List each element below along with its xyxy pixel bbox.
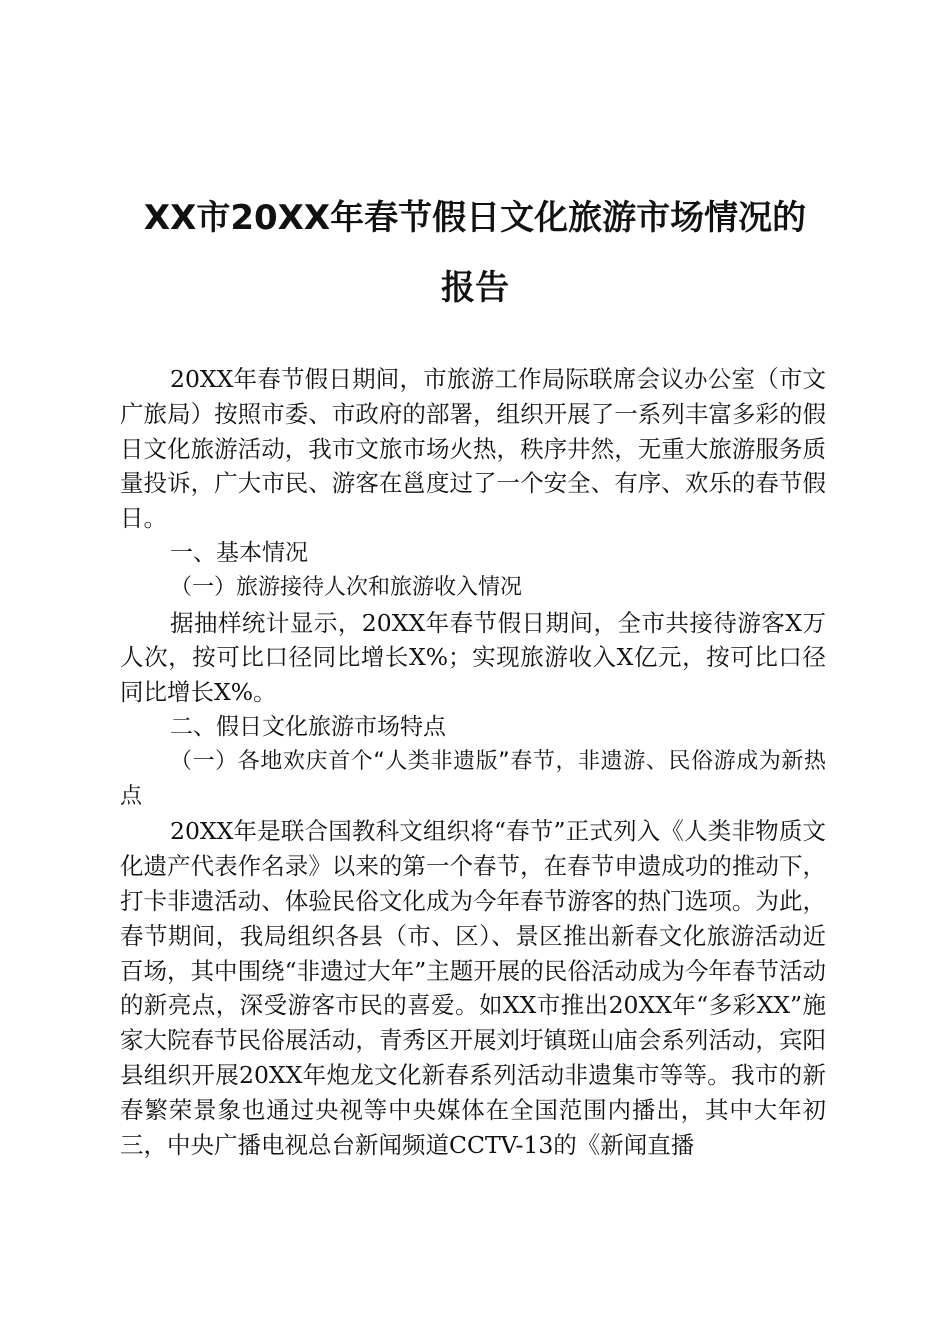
document-title-line-2: 报告 xyxy=(441,268,509,308)
document-body xyxy=(120,362,826,1162)
section-2-subheading-1: （一）各地欢庆首个“人类非遗版”春节，非遗游、民俗游成为新热点 xyxy=(120,748,826,809)
section-1-heading: 一、基本情况 xyxy=(170,539,308,566)
section-1-paragraph-1: 据抽样统计显示，20XX年春节假日期间，全市共接待游客X万人次，按可比口径同比增长X%；实现旅游收入X亿元，按可比口径同比增长X%。 xyxy=(120,608,826,707)
section-2-heading: 二、假日文化旅游市场特点 xyxy=(170,713,446,740)
section-2-paragraph-1: 20XX年是联合国教科文组织将“春节”正式列入《人类非物质文化遗产代表作名录》以来的第一个春节，在春节申遗成功的推动下，打卡非遗活动、体验民俗文化成为今年春节游客的热门选项。为此，春节期间，我局组织各县（市、区）、景区推出新春文化旅游活动近百场，其中围绕“非遗过大年”主题开展的民俗活动成为今年春节活动的新亮点，深受游客市民的喜爱。如XX市推出20XX年“多彩XX”施家大院春节民俗展活动，青秀区开展刘圩镇斑山庙会系列活动，宾阳县组织开展20XX年炮龙文化新春系列活动非遗集市等等。我市的新春繁荣景象也通过央视等中央媒体在全国范围内播出，其中大年初三，中央广播电视总台新闻频道CCTV-13的《新闻直播 xyxy=(120,817,826,1159)
section-1-subheading-1: （一）旅游接待人次和旅游收入情况 xyxy=(170,574,523,600)
intro-paragraph: 20XX年春节假日期间，市旅游工作局际联席会议办公室（市文广旅局）按照市委、市政府的部署，组织开展了一系列丰富多彩的假日文化旅游活动，我市文旅市场火热，秩序井然，无重大旅游服务质量投诉，广大市民、游客在邕度过了一个安全、有序、欢乐的春节假日。 xyxy=(120,365,826,533)
document-title-line-1: XX市20XX年春节假日文化旅游市场情况的 xyxy=(143,198,807,238)
